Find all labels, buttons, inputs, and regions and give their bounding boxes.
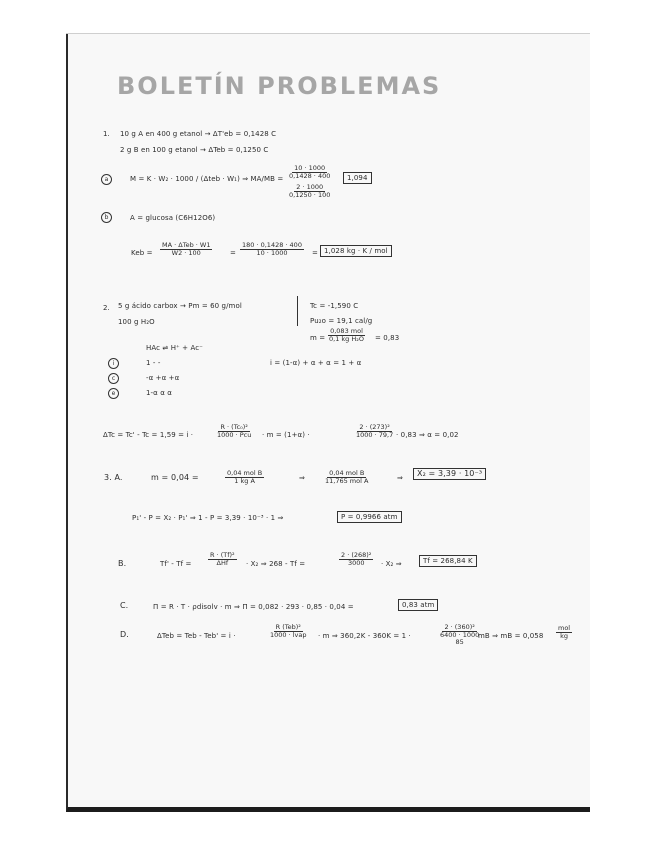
problem-3d-mid: · m ⇒ 360,2K - 360K = 1 · <box>318 632 411 640</box>
problem-3b-label: B. <box>118 559 127 568</box>
fraction-denominator: 6400 · 1000 <box>440 631 480 639</box>
equals-sign: = <box>312 249 318 257</box>
problem-1b-keb: Keb = <box>131 249 153 257</box>
fraction-numerator: R · (Tf)² <box>210 551 235 559</box>
equals-sign: = <box>230 249 236 257</box>
ice-row-c-marker: c <box>108 373 119 384</box>
problem-1a-result: 1,094 <box>343 172 372 184</box>
problem-1b-result: 1,028 kg · K / mol <box>320 245 392 257</box>
molality-label: m = <box>310 334 326 342</box>
fraction-numerator: R (Teb)² <box>275 623 301 631</box>
problem-3d-end: mB ⇒ mB = 0,058 <box>478 632 544 640</box>
fraction-denominator: 0,1428 · 400 <box>289 172 331 180</box>
problem-1-number: 1. <box>103 130 110 138</box>
implies-arrow: ⇒ <box>397 474 403 482</box>
ice-row-i-marker: i <box>108 358 119 369</box>
fraction-numerator: R · (Tc₀)² <box>220 423 248 431</box>
fraction-denominator: W2 · 100 <box>171 249 201 257</box>
fraction-numerator: 2 · 1000 <box>296 183 324 191</box>
fraction-numerator: 0,083 mol <box>330 327 363 335</box>
ice-row-e: 1-α α α <box>146 389 172 397</box>
fraction-numerator: 2 · (360)² <box>444 623 475 631</box>
problem-1b-line-1: A = glucosa (C6H12O6) <box>130 214 216 222</box>
ice-row-i: 1 - - <box>146 359 161 367</box>
problem-1a-fraction-top <box>287 165 332 180</box>
fraction-denominator: 0,1250 · 100 <box>289 191 331 199</box>
problem-3c-result: 0,83 atm <box>398 599 438 611</box>
fraction-numerator: 180 · 0,1428 · 400 <box>242 241 302 249</box>
fraction-numerator: 0,04 mol B <box>227 469 263 477</box>
problem-3b-end: · X₂ ⇒ <box>381 560 402 568</box>
fraction-numerator: 0,04 mol B <box>329 469 365 477</box>
problem-3b-fraction-1 <box>208 552 237 567</box>
problem-3a-pressure-result: P = 0,9966 atm <box>337 511 402 523</box>
problem-3a-label: 3. A. <box>104 473 123 482</box>
problem-2-dtc-end: · 0,83 ⇒ α = 0,02 <box>396 431 459 439</box>
problem-1a-fraction-bottom <box>287 184 332 199</box>
unit-numerator: mol <box>558 624 571 632</box>
fraction-denominator: 10 · 1000 <box>256 249 288 257</box>
fraction-denominator: 0,1 kg H₂O <box>329 335 364 343</box>
problem-2-right-1: Tc = -1,590 C <box>310 302 359 310</box>
problem-2-dtc-fraction-1 <box>215 424 253 439</box>
fraction-denominator: 1000 · lvap <box>270 631 307 639</box>
fraction-numerator: 2 · (273)² <box>359 423 390 431</box>
fraction-numerator: 10 · 1000 <box>294 164 326 172</box>
problem-1b-fraction-2 <box>240 242 304 257</box>
problem-3a-fraction-1 <box>225 470 264 485</box>
problem-2-right-2: Pu₂o = 19,1 cal/g <box>310 317 373 325</box>
fraction-denominator: 1 kg A <box>234 477 255 485</box>
part-b-marker: b <box>101 212 112 223</box>
fraction-denominator: 11,765 mol A <box>325 477 369 485</box>
problem-1b-fraction-1 <box>160 242 212 257</box>
problem-3c-label: C. <box>120 601 129 610</box>
fraction-denominator: 1000 · Pcu <box>217 431 252 439</box>
problem-1-line-1: 10 g A en 400 g etanol → ΔT'eb = 0,1428 C <box>120 130 277 138</box>
fraction-denominator: 3000 <box>347 559 365 567</box>
problem-2-number: 2. <box>103 304 110 312</box>
fraction-denominator: 1000 · 79,7 <box>356 431 394 439</box>
fraction-numerator: MA · ΔTeb · W1 <box>162 241 211 249</box>
ice-row-e-marker: e <box>108 388 119 399</box>
problem-3d-fraction-2 <box>438 624 481 646</box>
problem-3a-pressure-line: P₁' - P = X₂ · P₁' ⇒ 1 - P = 3,39 · 10⁻³ · 1 ⇒ <box>132 514 284 522</box>
problem-3b-mid: · X₂ ⇒ 268 - Tf = <box>246 560 306 568</box>
problem-2-dtc-mid: · m = (1+α) · <box>262 431 310 439</box>
part-a-marker: a <box>101 174 112 185</box>
dissociation-reaction: HAc ⇌ H⁺ + Ac⁻ <box>146 344 203 352</box>
divider-line <box>297 296 298 326</box>
fraction-denominator-extra: 85 <box>455 638 464 646</box>
problem-3b-fraction-2 <box>339 552 373 567</box>
problem-2-dtc-left: ΔTc = Tc' - Tc = 1,59 = i · <box>103 431 194 439</box>
problem-2-line-2: 100 g H₂O <box>118 318 155 326</box>
problem-3d-fraction-1 <box>268 624 309 639</box>
problem-3d-left: ΔTeb = Teb - Teb' = i · <box>157 632 236 640</box>
problem-3d-unit <box>556 625 572 640</box>
problem-1a-formula: M = K · W₂ · 1000 / (Δteb · W₁) ⇒ MA/MB = <box>130 175 284 183</box>
unit-denominator: kg <box>560 632 568 640</box>
molality-value: = 0,83 <box>375 334 400 342</box>
molality-fraction <box>327 328 366 343</box>
problem-3c-line: Π = R · T · ρdisolv · m ⇒ Π = 0,082 · 293 · 0,85 · 0,04 = <box>153 603 354 611</box>
fraction-denominator: ΔHf <box>216 559 229 567</box>
problem-3a-m-eq: m = 0,04 = <box>151 473 199 482</box>
problem-2-dtc-fraction-2 <box>354 424 395 439</box>
problem-3b-left: Tf' - Tf = <box>160 560 192 568</box>
problem-3a-fraction-2 <box>323 470 370 485</box>
problem-3a-x2-result: X₂ = 3,39 · 10⁻³ <box>413 468 486 480</box>
problem-3b-result: Tf = 268,84 K <box>419 555 477 567</box>
ice-row-c: -α +α +α <box>146 374 180 382</box>
problem-1-line-2: 2 g B en 100 g etanol → ΔTeb = 0,1250 C <box>120 146 269 154</box>
page-title: BOLETÍN PROBLEMAS <box>117 72 442 100</box>
fraction-numerator: 2 · (268)² <box>341 551 372 559</box>
implies-arrow: ⇒ <box>299 474 305 482</box>
problem-3d-label: D. <box>120 630 129 639</box>
problem-2-line-1: 5 g ácido carbox → Pm = 60 g/mol <box>118 302 242 310</box>
vant-hoff-factor: i = (1-α) + α + α = 1 + α <box>270 359 362 367</box>
